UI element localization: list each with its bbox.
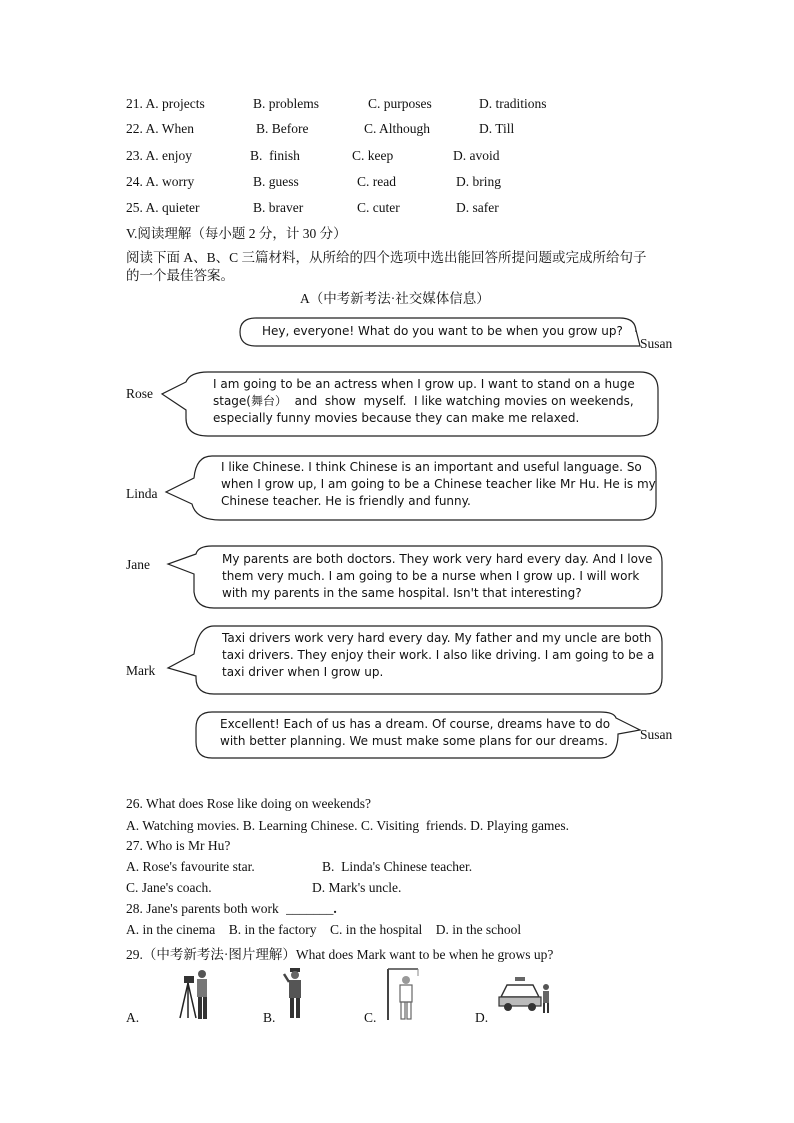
susan-post-1-line: Hey, everyone! What do you want to be when you grow up? — [262, 324, 623, 338]
rose-post-line: especially funny movies because they can make me relaxed. — [213, 411, 580, 425]
q22-option-a: 22. A. When — [126, 121, 194, 136]
linda-post-line: Chinese teacher. He is friendly and funny. — [221, 494, 471, 508]
jane-name: Jane — [126, 557, 150, 572]
susan-post-2-line: with better planning. We must make some plans for our dreams. — [220, 734, 608, 748]
q21-option-b: B. problems — [253, 96, 319, 111]
q23-option-b: B. finish — [250, 148, 300, 163]
question-29-option-c-label: C. — [364, 1010, 377, 1025]
taxi-picture-icon — [497, 975, 553, 1015]
jane-post-line: My parents are both doctors. They work very hard every day. And I love — [222, 552, 653, 566]
cameraman-picture-icon — [176, 966, 212, 1022]
q24-option-c: C. read — [357, 174, 396, 189]
q21-option-a: 21. A. projects — [126, 96, 205, 111]
question-27-option-a: A. Rose's favourite star. — [126, 859, 255, 874]
rose-post-line: I am going to be an actress when I grow up. I want to stand on a huge — [213, 377, 635, 391]
linda-name: Linda — [126, 486, 158, 501]
mark-post-line: taxi drivers. They enjoy their work. I also like driving. I am going to be a — [222, 648, 655, 662]
susan-post-1 — [262, 323, 623, 340]
q23-option-d: D. avoid — [453, 148, 500, 163]
mark-post-line: taxi driver when I grow up. — [222, 665, 384, 679]
question-27: 27. Who is Mr Hu? — [126, 838, 231, 853]
q21-option-d: D. traditions — [479, 96, 547, 111]
question-28-period: . — [333, 901, 337, 916]
q24-option-d: D. bring — [456, 174, 501, 189]
q25-option-b: B. braver — [253, 200, 304, 215]
rose-post — [213, 376, 635, 427]
mark-name: Mark — [126, 663, 156, 678]
susan-post-2 — [220, 716, 610, 750]
rose-post-line: stage(舞台） and show myself. I like watching movies on weekends, — [213, 394, 634, 408]
teacher-picture-icon — [384, 966, 422, 1022]
susan-post-2-line: Excellent! Each of us has a dream. Of course, dreams have to do — [220, 717, 611, 731]
question-29-option-a-label: A. — [126, 1010, 140, 1025]
question-28-blank: _______ — [286, 901, 334, 916]
q24-option-b: B. guess — [253, 174, 299, 189]
question-29-option-b-label: B. — [263, 1010, 276, 1025]
question-27-option-c: C. Jane's coach. — [126, 880, 212, 895]
linda-post-line: I like Chinese. I think Chinese is an important and useful language. So — [221, 460, 642, 474]
q25-option-d: D. safer — [456, 200, 499, 215]
part-title: A（中考新考法·社交媒体信息） — [300, 291, 490, 306]
susan-name-1: Susan — [640, 336, 673, 351]
question-27-option-d: D. Mark's uncle. — [312, 880, 402, 895]
question-27-option-b: B. Linda's Chinese teacher. — [322, 859, 473, 874]
linda-post-line: when I grow up, I am going to be a Chinese teacher like Mr Hu. He is my — [221, 477, 656, 491]
section-instruction-line1: 阅读下面 A、B、C 三篇材料，从所给的四个选项中选出能回答所提问题或完成所给句子 — [126, 250, 647, 265]
question-28-options: A. in the cinema B. in the factory C. in the hospital D. in the school — [126, 922, 522, 937]
question-26: 26. What does Rose like doing on weekends? — [126, 796, 371, 811]
jane-post — [222, 551, 652, 602]
section-instruction-line2: 的一个最佳答案。 — [126, 268, 234, 283]
q25-option-a: 25. A. quieter — [126, 200, 200, 215]
linda-post — [221, 459, 656, 510]
rose-name: Rose — [126, 386, 153, 401]
mark-post-line: Taxi drivers work very hard every day. My father and my uncle are both — [222, 631, 652, 645]
section-heading: V.阅读理解（每小题 2 分，计 30 分） — [126, 226, 347, 241]
question-28 — [126, 901, 337, 917]
q22-option-b: B. Before — [256, 121, 309, 136]
jane-post-line: them very much. I am going to be a nurse when I grow up. I will work — [222, 569, 640, 583]
susan-name-2: Susan — [640, 727, 673, 742]
question-29: 29.（中考新考法·图片理解）What does Mark want to be when he grows up? — [126, 947, 554, 962]
q22-option-c: C. Although — [364, 121, 431, 136]
q22-option-d: D. Till — [479, 121, 515, 136]
jane-post-line: with my parents in the same hospital. Isn't that interesting? — [222, 586, 582, 600]
q25-option-c: C. cuter — [357, 200, 400, 215]
police-officer-picture-icon — [282, 966, 308, 1022]
q24-option-a: 24. A. worry — [126, 174, 195, 189]
question-26-options: A. Watching movies. B. Learning Chinese. C. Visiting friends. D. Playing games. — [126, 818, 570, 833]
q21-option-c: C. purposes — [368, 96, 432, 111]
question-28-text: 28. Jane's parents both work — [126, 901, 279, 916]
q23-option-c: C. keep — [352, 148, 394, 163]
question-29-option-d-label: D. — [475, 1010, 489, 1025]
mark-post — [222, 630, 654, 681]
q23-option-a: 23. A. enjoy — [126, 148, 192, 163]
